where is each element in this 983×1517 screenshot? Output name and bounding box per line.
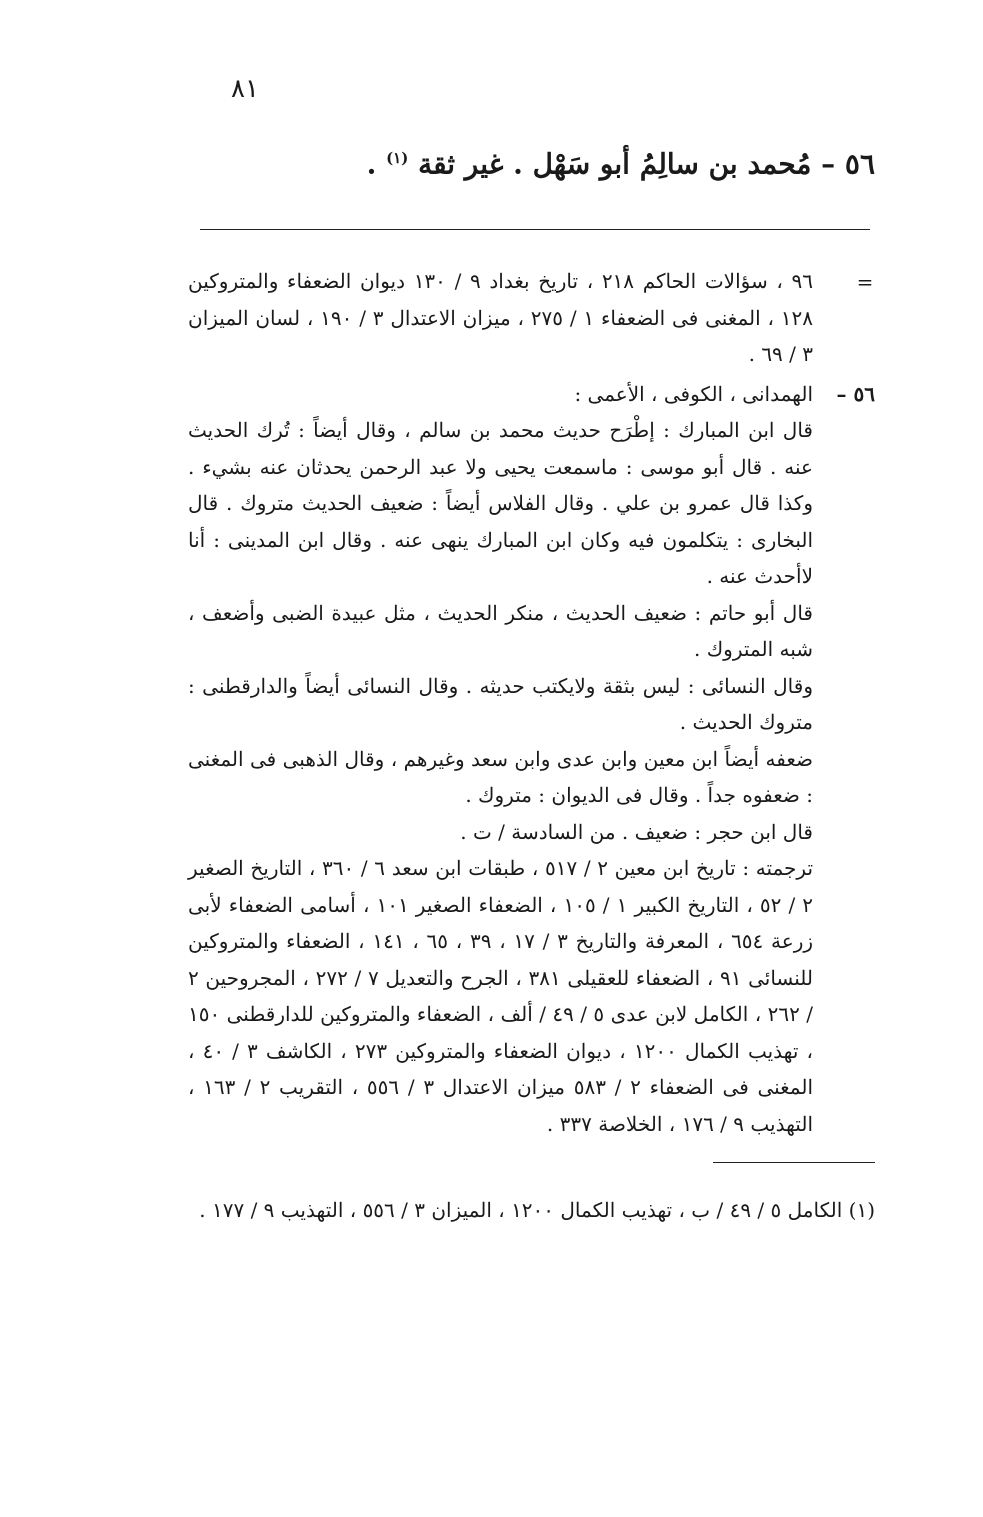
footnote: (١) الكامل ٥ / ٤٩ / ب ، تهذيب الكمال ١٢٠٠ ، الميزان ٣ / ٥٥٦ ، التهذيب ٩ / ١٧٧ .	[199, 1198, 875, 1222]
page-number: ٨١	[231, 74, 259, 104]
commentary-paragraph: قال ابن حجر : ضعيف . من السادسة / ت .	[460, 819, 813, 844]
commentary-number: ٥٦ –	[836, 382, 875, 406]
entry-number: ٥٦	[844, 147, 875, 181]
continuation-text: ٩٦ ، سؤالات الحاكم ٢١٨ ، تاريخ بغداد ٩ / ١٣٠ ديوان الضعفاء والمتروكين ١٢٨ ، المغنى فى الضعفاء ١ / ٢٧٥ ، ميزان الاعتدال ٣ / ١٩٠ ، لسان الميزان ٣ / ٦٩ .	[188, 269, 813, 366]
continuation-marker: =	[856, 270, 874, 294]
footnote-reference: (١)	[386, 149, 409, 167]
footnote-rule	[713, 1162, 875, 1163]
entry-dash: –	[821, 147, 836, 181]
entry-text: مُحمد بن سالِمُ أبو سَهْل . غير ثقة	[418, 147, 812, 181]
commentary-paragraph: ضعفه أيضاً ابن معين وابن عدى وابن سعد وغيرهم ، وقال الذهبى فى المغنى : ضعفوه جداً . وقال فى الديوان : متروك .	[188, 746, 813, 807]
entry-end: .	[366, 147, 387, 181]
commentary-paragraph: ترجمته : تاريخ ابن معين ٢ / ٥١٧ ، طبقات ابن سعد ٦ / ٣٦٠ ، التاريخ الصغير ٢ / ٥٢ ، التاريخ الكبير ١ / ١٠٥ ، الضعفاء الصغير ١٠١ ، أسامى الضعفاء لأبى زرعة ٦٥٤ ، المعرفة والتاريخ ٣ / ١٧ ، ٣٩ ، ٦٥ ، ١٤١ ، الضعفاء والمتروكين للنسائى ٩١ ، الضعفاء للعقيلى ٣٨١ ، الجرح والتعديل ٧ / ٢٧٢ ، المجروحين ٢ / ٢٦٢ ، الكامل لابن عدى ٥ / ٤٩ / ألف ، الضعفاء والمتروكين للدارقطنى ١٥٠ ، تهذيب الكمال ١٢٠٠ ، ديوان الضعفاء والمتروكين ٢٧٣ ، الكاشف ٣ / ٤٠ ، المغنى فى الضعفاء ٢ / ٥٨٣ ميزان الاعتدال ٣ / ٥٥٦ ، التقريب ٢ / ١٦٣ ، التهذيب ٩ / ١٧٦ ، الخلاصة ٣٣٧ .	[188, 856, 814, 1136]
section-separator	[200, 229, 870, 230]
commentary-heading: الهمدانى ، الكوفى ، الأعمى :	[574, 382, 813, 406]
commentary-paragraph: قال ابن المبارك : إطْرَح حديث محمد بن سالم ، وقال أيضاً : تُرك الحديث عنه . قال أبو موسى : ماسمعت يحيى ولا عبد الرحمن يحدثان عنه بشيء . وكذا قال عمرو بن علي . وقال الفلاس أيضاً : ضعيف الحديث متروك . قال البخارى : يتكلمون فيه وكان ابن المبارك ينهى عنه . وقال ابن المدينى : أنا لاأحدث عنه .	[188, 418, 813, 588]
entry-title	[255, 136, 875, 186]
commentary-paragraph: قال أبو حاتم : ضعيف الحديث ، منكر الحديث ، مثل عبيدة الضبى وأضعف ، شبه المتروك .	[188, 600, 813, 661]
commentary-paragraph: وقال النسائى : ليس بثقة ولايكتب حديثه . وقال النسائى أيضاً والدارقطنى : متروك الحديث .	[188, 673, 813, 734]
commentary-body	[188, 412, 813, 1142]
